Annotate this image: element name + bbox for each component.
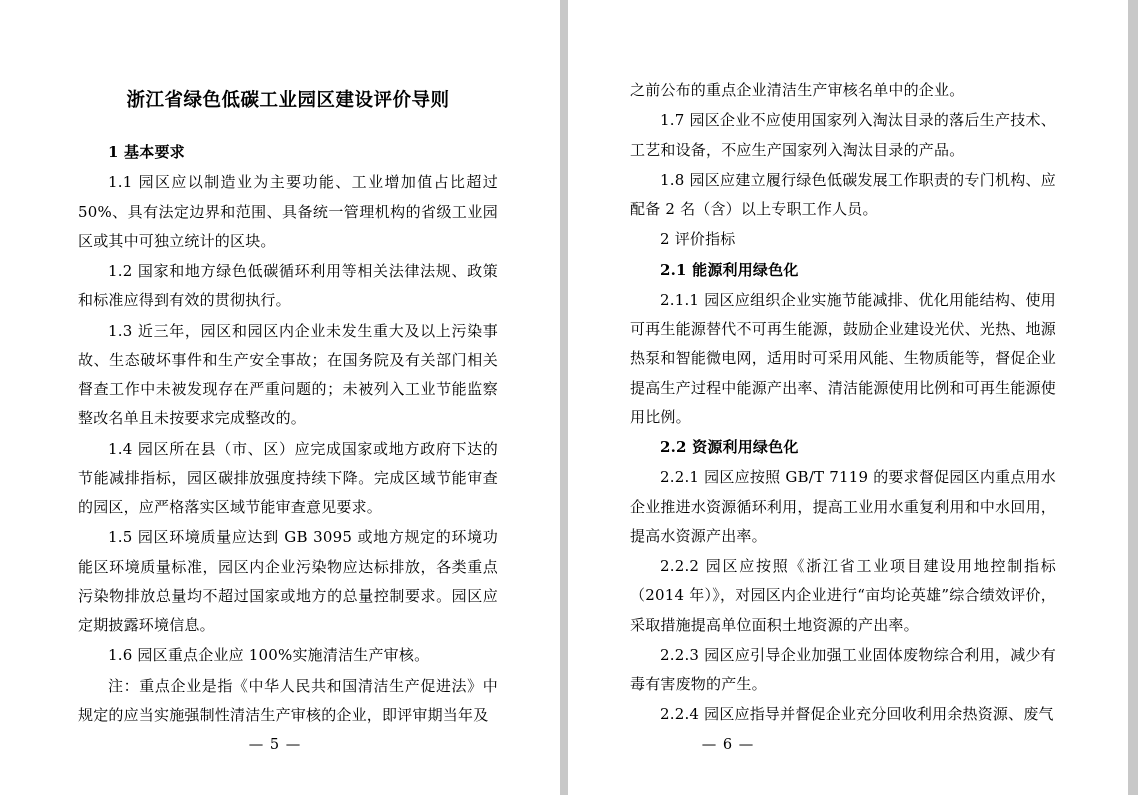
paragraph-2-2-3: 2.2.3 园区应引导企业加强工业固体废物综合利用，减少有毒有害废物的产生。 bbox=[630, 645, 1056, 693]
page-number-right: — 6 — bbox=[701, 737, 755, 753]
section-heading-2: 2 评价指标 bbox=[660, 230, 736, 249]
page-title: 浙江省绿色低碳工业园区建设评价导则 bbox=[126, 90, 450, 111]
section-heading-2-2: 2.2 资源利用绿色化 bbox=[660, 438, 799, 456]
paragraph-1-1: 1.1 园区应以制造业为主要功能、工业增加值占比超过50%、具有法定边界和范围、具备统一管理机构的省级工业园区或其中可独立统计的区块。 bbox=[78, 173, 498, 250]
paragraph-1-6: 1.6 园区重点企业应 100%实施清洁生产审核。 bbox=[108, 646, 430, 665]
paragraph-2-2-1: 2.2.1 园区应按照 GB/T 7119 的要求督促园区内重点用水企业推进水资源循环利用，提高工业用水重复利用和中水回用，提高水资源产出率。 bbox=[630, 468, 1056, 545]
paragraph-1-2: 1.2 国家和地方绿色低碳循环利用等相关法律法规、政策和标准应得到有效的贯彻执行。 bbox=[78, 262, 498, 310]
paragraph-continuation: 之前公布的重点企业清洁生产审核名单中的企业。 bbox=[630, 81, 965, 99]
paragraph-1-7: 1.7 园区企业不应使用国家列入淘汰目录的落后生产技术、工艺和设备，不应生产国家列入淘汰目录的产品。 bbox=[630, 111, 1056, 159]
paragraph-2-1-1: 2.1.1 园区应组织企业实施节能减排、优化用能结构、使用可再生能源替代不可再生能源，鼓励企业建设光伏、光热、地源热泵和智能微电网，适用时可采用风能、生物质能等，督促企业提高生产过程中能源产出率、清洁能源使用比例和可再生能源使用比例。 bbox=[630, 290, 1056, 426]
paragraph-1-4: 1.4 园区所在县（市、区）应完成国家或地方政府下达的节能减排指标，园区碳排放强度持续下降。完成区域节能审查的园区，应严格落实区域节能审查意见要求。 bbox=[78, 439, 498, 516]
paragraph-1-8: 1.8 园区应建立履行绿色低碳发展工作职责的专门机构、应配备 2 名（含）以上专职工作人员。 bbox=[630, 170, 1056, 218]
page-number-left: — 5 — bbox=[248, 737, 302, 753]
paragraph-2-2-2: 2.2.2 园区应按照《浙江省工业项目建设用地控制指标（2014 年）》，对园区内企业进行“亩均论英雄”综合绩效评价，采取措施提高单位面积土地资源的产出率。 bbox=[630, 557, 1056, 634]
paragraph-note: 注：重点企业是指《中华人民共和国清洁生产促进法》中规定的应当实施强制性清洁生产审核的企业，即评审期当年及 bbox=[78, 676, 498, 724]
section-heading-1: 1 基本要求 bbox=[108, 143, 185, 161]
page-right bbox=[568, 0, 1128, 795]
page-left bbox=[0, 0, 560, 795]
section-heading-2-1: 2.1 能源利用绿色化 bbox=[660, 260, 799, 279]
paragraph-1-5: 1.5 园区环境质量应达到 GB 3095 或地方规定的环境功能区环境质量标准，园区内企业污染物应达标排放，各类重点污染物排放总量均不超过国家或地方的总量控制要求。园区应定期披露环境信息。 bbox=[78, 528, 498, 634]
paragraph-2-2-4: 2.2.4 园区应指导并督促企业充分回收利用余热资源、废气 bbox=[660, 705, 1054, 724]
paragraph-1-3: 1.3 近三年，园区和园区内企业未发生重大及以上污染事故、生态破坏事件和生产安全事故；在国务院及有关部门相关督查工作中未被发现存在严重问题的；未被列入工业节能监察整改名单且未按要求完成整改的。 bbox=[78, 321, 498, 428]
